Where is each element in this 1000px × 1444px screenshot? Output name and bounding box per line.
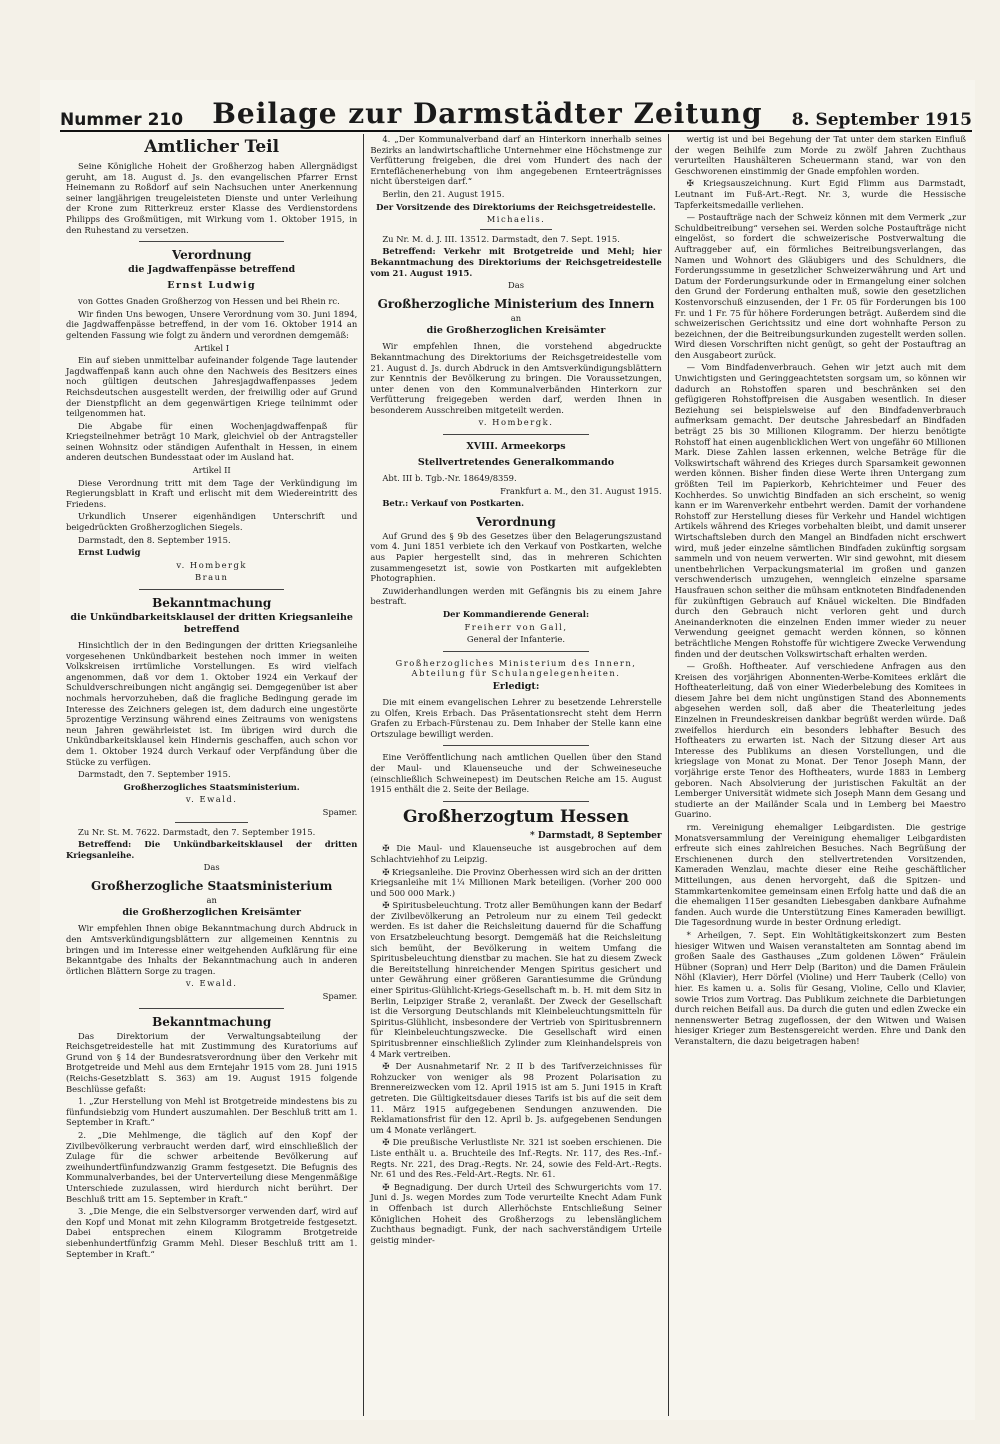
paragraph: Diese Verordnung tritt mit dem Tage der Verkündigung im Regierungsblatt in Kraft und erlischt mit dem Wiedereintritt des Friedens. [66, 477, 358, 509]
heading: Verordnung [171, 248, 252, 263]
signature: v. Hombergk [176, 559, 247, 570]
signature: v. Ewald. [185, 794, 238, 805]
paragraph: Hinsichtlich der in den Bedingungen der dritten Kriegsanleihe vorgesehenen Unkündbarkeit bestehen noch immer in weiten Volkskreisen irrtümliche Vorstellungen. Es wird vielfach angenommen, daß vor dem 1. Oktober 1924 ein Verkauf der Schuldverschreibungen nicht angängig sei. Demgegenüber ist aber nochmals hervorzuheben, daß die fragliche Bedingung gerade im Interesse des Zeichners gelegen ist, dem dadurch eine ungestörte 5prozentige Verzinsung während eines Zeitraums von wenigstens neun Jahren gewährleistet ist. Im übrigen wird durch die Unkündbarkeitsklausel kein Hindernis geschaffen, auch schon vor dem 1. Oktober 1924 durch Verkauf oder Verpfändung über die Stücke zu verfügen. [66, 640, 358, 767]
paragraph: Wir empfehlen Ihnen obige Bekanntmachung durch Abdruck in den Amtsverkündigungsblättern zur allgemeinen Kenntnis zu bringen und im Interesse einer weitgehenden Aufklärung für eine Bekanntgabe des Inhalts der Bekanntmachung auch in anderen örtlichen Blättern Sorge zu tragen. [66, 923, 358, 976]
paragraph: Frankfurt a. M., den 31. August 1915. [500, 485, 662, 496]
subheading: die Unkündbarkeitsklausel der dritten Kriegsanleihe betreffend [70, 612, 353, 635]
paragraph: von Gottes Gnaden Großherzog von Hessen und bei Rhein rc. [78, 296, 340, 307]
paragraph: Großherzogliches Ministerium des Innern, Abteilung für Schulangelegenheiten. [395, 657, 637, 679]
paragraph: Abt. III b. Tgb.-Nr. 18649/8359. [382, 473, 517, 484]
subheading: die Großherzoglichen Kreisämter [122, 907, 301, 919]
subheading: die Jagdwaffenpässe betreffend [128, 264, 296, 276]
paragraph: an [510, 312, 522, 323]
subheading: die Großherzoglichen Kreisämter [426, 325, 606, 337]
ruler-name: Ernst Ludwig [167, 280, 257, 292]
paragraph: Das [507, 280, 524, 291]
signature: v. Ewald. [185, 978, 238, 989]
paragraph: — Vom Bindfadenverbrauch. Gehen wir jetzt auch mit dem Unwichtigsten und Geringgeachtetsten sorgsam um, so können wir dadurch an Rohstoffen sparen und beschränken sei den gefügigeren Rohstoffpreisen die Ausgaben wesentlich. In dieser Beziehung sei beispielsweise auf den Bindfadenverbrauch aufmerksam gemacht. Der deutsche Jahresbedarf an Bindfaden beträgt 25 bis 30 Millionen Kilogramm. Der hierzu benötigte Rohstoff hat einen augenblicklichen Wert von ungefähr 60 Millionen Mark. Diese Zahlen lassen erkennen, welche Beträge für die Volkswirtschaft während des Krieges durch Sparsamkeit gewonnen werden können. Bisher finden diese Werte ihren Untergang zum größten Teil im Papierkorb, Kehrichteimer und Feuer des Kochherdes. So unwichtig Bindfaden an sich erscheint, so wenig kann er im Warenverkehr entbehrt werden. Damit der vorhandene Rohstoff zur Herstellung dieses für Verkehr und Handel wichtigen Artikels während des Krieges vorbehalten bleibt, und damit unserer Wirtschaftsleben durch den Mangel an Bindfaden nicht erschwert wird, muß jeder einzelne sämtlichen Bindfaden zukünftig sorgsam sammeln und von neuem verwerten. Wir sind gewohnt, mit diesem unentbehrlichen Verpackungsmaterial im großen und ganzen verschwenderisch umzugehen, wenngleich einzelne sparsame Hausfrauen schon seither die mühsam entknoteten Bindfadenenden für zukünftigen Gebrauch auf Knäuel wickelten. Die Bindfaden durch den Gebrauch nicht verloren geht und durch Aneinanderknoten die einzelnen Enden immer wieder zu neuer Verwendung geeignet gemacht werden können, so können beträchtliche Mengen Rohstoffe für wichtigere Zwecke Verwendung finden und der deutschen Volkswirtschaft erhalten werden. [674, 362, 966, 659]
paragraph: — Großh. Hoftheater. Auf verschiedene Anfragen aus den Kreisen des vorjährigen Abonnenten-Werbe-Komitees erklärt die Hoftheaterleitung, daß von einer Wiederbelebung des Komitees in diesem Jahre bei dem nicht ungünstigen Stand des Abonnements abgesehen werden soll, daß aber die Theaterleitung jedes Einzelnen in Freundeskreisen dankbar begrüßt werden würde. Daß zweifellos hierdurch ein besonders lebhafter Besuch des Hoftheaters zu erwarten ist. Nach der Sitzung dieser Art aus Interesse des Publikums an diesen Vorstellungen, und die kriegslage von Monat zu Monat. Der Tenor Joseph Mann, der vorjährige erste Tenor des Hoftheaters, wurde 1883 in Lemberg geboren. Nach Absolvierung der juristischen Fakultät an der Lemberger Universität widmete sich Joseph Mann dem Gesang und studierte an der Mailänder Scala und in Lemberg bei Maestro Guarino. [674, 661, 966, 820]
divider [139, 589, 285, 590]
paragraph: Wir finden Uns bewogen, Unsere Verordnung vom 30. Juni 1894, die Jagdwaffenpässe betreffend, in der vom 16. Oktober 1914 an geltenden Fassung wie folgt zu ändern und verordnen demgemäß: [66, 308, 358, 340]
heading: Bekanntmachung [152, 596, 272, 610]
heading: Großherzogliche Ministerium des Innern [377, 296, 655, 311]
paragraph: 2. „Die Mehlmenge, die täglich auf den Kopf der Zivilbevölkerung verbraucht werden darf, wird einschließlich der Zulage für die schwer arbeitende Bevölkerung auf zweihundertfünfundzwanzig Gramm festgesetzt. Die Befugnis des Kommunalverbandes, bei der Unterverteilung diese Mengenmäßige Unterschiede zuzulassen, wird hierdurch nicht berührt. Der Beschluß tritt am 15. September in Kraft.“ [66, 1129, 358, 1204]
column-1 [60, 134, 363, 1416]
signature: General der Infanterie. [466, 634, 566, 645]
heading: Bekanntmachung [152, 1014, 272, 1029]
heading: XVIII. Armeekorps [466, 441, 566, 453]
paragraph: an [206, 894, 217, 905]
paragraph: ✠ Die preußische Verlustliste Nr. 321 ist soeben erschienen. Die Liste enthält u. a. Bruchteile des Inf.-Regts. Nr. 117, des Res.-Inf.-Regts. Nr. 221, des Drag.-Regts. Nr. 24, sowie des Feld-Art.-Regts. Nr. 61 und des Res.-Feld-Art.-Regts. Nr. 61. [370, 1137, 662, 1180]
paragraph: 3. „Die Menge, die ein Selbstversorger verwenden darf, wird auf den Kopf und Monat mit zehn Kilogramm Brotgetreide festgesetzt. Dabei entsprechen einem Kilogramm Brotgetreide siebenhundertfünfzig Gramm Mehl. Dieser Beschluß tritt am 1. September in Kraft.“ [66, 1206, 358, 1259]
paragraph: ✠ Spiritusbeleuchtung. Trotz aller Bemühungen kann der Bedarf der Zivilbevölkerung an Petroleum nur zu einem Teil gedeckt werden. Es ist daher die Reichsleitung dauernd für die Schaffung von Ersatzbeleuchtung besorgt. Demgemäß hat die Reichsleitung sich bemüht, der Bevölkerung in weitem Umfang die Spiritusbeleuchtung dienstbar zu machen. Sie hat zu diesem Zweck die Bereitstellung hinreichender Mengen Spiritus gesichert und unter Gewährung einer größeren Garantiesumme die Gründung einer Spiritus-Glühlicht-Kriegs-Gesellschaft m. b. H. mit dem Sitz in Berlin, Leipziger Straße 2, veranlaßt. Der Zweck der Gesellschaft ist die Versorgung Deutschlands mit Kleinbeleuchtungsmitteln für Spiritus-Glühlicht, insbesondere der Vertrieb von Spiritusbrennern für Kleinbeleuchtungszwecke. Die Gesellschaft wird einen Spiritusbrenner einschließlich Zylinder zum Kleinhandelspreis von 4 Mark vertreiben. [370, 900, 662, 1059]
signature: Ernst Ludwig [78, 547, 141, 558]
heading: Großherzogliche Staatsministerium [90, 878, 333, 893]
signature: Braun [194, 572, 229, 583]
paragraph: Zu Nr. M. d. J. III. 13512. Darmstadt, den 7. Sept. 1915. [382, 233, 620, 244]
section-heading: Großherzogtum Hessen [402, 806, 630, 827]
column-3 [668, 134, 972, 1416]
paragraph: wertig ist und bei Begehung der Tat unter dem starken Einfluß der wegen Beihilfe zum Morde zu zwölf Jahren Zuchthaus verurteilten Haushälteren Scheuermann stand, war von den Geschworenen einstimmig der Gnade empfohlen worden. [674, 134, 966, 176]
signature: Spamer. [322, 991, 358, 1002]
paragraph: ✠ Begnadigung. Der durch Urteil des Schwurgerichts vom 17. Juni d. Js. wegen Mordes zum Tode verurteilte Knecht Adam Funk in Offenbach ist durch Allerhöchste Entschließung Seiner Königlichen Hoheit des Großherzogs zu lebenslänglichem Zuchthaus begnadigt. Funk, der nach sachverständigem Urteile geistig minder- [370, 1181, 662, 1245]
paragraph: Wir empfehlen Ihnen, die vorstehend abgedruckte Bekanntmachung des Direktoriums der Reichsgetreidestelle vom 21. August d. Js. durch Abdruck in den Amtsverkündigungsblättern zur Kenntnis der Bevölkerung zu bringen. Die Voraussetzungen, unter denen von den Kommunalverbänden Hinterkorn zur Verfütterung freigegeben werden darf, werden Ihnen in besonderem Ausschreiben mitgeteilt werden. [370, 341, 662, 415]
paragraph: Eine Veröffentlichung nach amtlichen Quellen über den Stand der Maul- und Klauenseuche und der Schweineseuche (einschließlich Schweinepest) im Deutschen Reiche am 15. August 1915 enthält die 2. Seite der Beilage. [370, 752, 662, 795]
signature: Spamer. [322, 806, 358, 817]
paragraph: ✠ Die Maul- und Klauenseuche ist ausgebrochen auf dem Schlachtviehhof zu Leipzig. [370, 843, 662, 864]
heading: Verordnung [476, 514, 556, 529]
divider [443, 745, 589, 746]
paragraph: Seine Königliche Hoheit der Großherzog haben Allergnädigst geruht, am 18. August d. Js. den evangelischen Pfarrer Ernst Heinemann zu Roßdorf auf sein Nachsuchen unter Anerkennung seiner langjährigen treugeleisteten Dienste und unter Verleihung der Krone zum Ritterkreuz erster Klasse des Verdienstordens Philipps des Großmütigen, mit Wirkung vom 1. Oktober 1915, in den Ruhestand zu versetzen. [66, 161, 358, 235]
paragraph: Urkundlich Unserer eigenhändigen Unterschrift und beigedrückten Großherzoglichen Siegels. [66, 511, 358, 533]
paragraph: ✠ Der Ausnahmetarif Nr. 2 II b des Tarifverzeichnisses für Rohzucker von weniger als 98 Prozent Polarisation zu Brennereizwecken vom 12. April 1915 ist am 5. Juni 1915 in Kraft getreten. Die Gültigkeitsdauer dieses Tarifs ist bis auf die seit dem 11. März 1915 aufgegebenen Sendungen anzuwenden. Die Reklamationsfrist für den 12. April b. Js. aufgegebenen Sendungen um 4 Monate verlängert. [370, 1061, 662, 1135]
divider [139, 1008, 285, 1009]
paragraph: 4. „Der Kommunalverband darf an Hinterkorn innerhalb seines Bezirks an landwirtschaftliche Unternehmer eine Höchstmenge zur Verfütterung freigeben, die drei vom Hundert des nach der Ernteflächenerhebung von ihm angegebenen Ernteerträgnisses nicht übersteigen darf.“ [370, 134, 662, 187]
signature: Freiherr von Gall, [464, 621, 568, 632]
paragraph: ✠ Kriegsanleihe. Die Provinz Oberhessen wird sich an der dritten Kriegsanleihe mit 1¼ Millionen Mark beteiligen. (Vorher 200 000 und 500 000 Mark.) [370, 866, 662, 898]
paragraph: Das Direktorium der Verwaltungsabteilung der Reichsgetreidestelle hat mit Zustimmung des Kuratoriums auf Grund von § 14 der Bundesratsverordnung über den Verkehr mit Brotgetreide und Mehl aus dem Erntejahr 1915 vom 28. Juni 1915 (Reichs-Gesetzblatt S. 363) am 19. August 1915 folgende Beschlüsse gefaßt: [66, 1030, 358, 1094]
paragraph: 1. „Zur Herstellung von Mehl ist Brotgetreide mindestens bis zu fünfundsiebzig vom Hundert auszumahlen. Der Beschluß tritt am 1. September in Kraft.“ [66, 1096, 358, 1128]
paragraph: Zuwiderhandlungen werden mit Gefängnis bis zu einem Jahre bestraft. [370, 585, 662, 607]
divider [139, 241, 285, 242]
paragraph: Großherzogliches Staatsministerium. [123, 781, 300, 792]
paragraph: Berlin, den 21. August 1915. [382, 188, 505, 199]
columns [60, 134, 972, 1416]
paragraph: ✠ Kriegsauszeichnung. Kurt Egid Flimm aus Darmstadt, Leutnant im Fuß-Art.-Regt. Nr. 3, wurde die Hessische Tapferkeitsmedaille verliehen. [674, 178, 966, 210]
signature: v. Hombergk. [478, 417, 554, 428]
paragraph: Darmstadt, den 7. September 1915. [78, 769, 231, 780]
masthead [60, 90, 972, 132]
paragraph: Der Kommandierende General: [442, 609, 590, 619]
paragraph: Ein auf sieben unmittelbar aufeinander folgende Tage lautender Jagdwaffenpaß kann auch ohne den Nachweis des Besitzers eines noch gültigen deutschen Jahresjagdwaffenpasses jedem Reichsdeutschen ausgestellt werden, der freiwillig oder auf Grund der Dienstpflicht an dem gegenwärtigen Kriege teilnimmt oder teilgenommen hat. [66, 355, 358, 419]
divider [175, 822, 248, 823]
paragraph: Zu Nr. St. M. 7622. Darmstadt, den 7. September 1915. [78, 826, 316, 837]
signature: Michaelis. [486, 214, 546, 225]
divider [480, 229, 553, 230]
article-label: Artikel II [192, 465, 231, 476]
column-2 [363, 134, 667, 1416]
subheading: Stellvertretendes Generalkommando [417, 457, 615, 469]
paragraph: Betr.: Verkauf von Postkarten. [382, 498, 525, 509]
paragraph: rm. Vereinigung ehemaliger Leibgardisten. Die gestrige Monatsversammlung der Vereinigung ehemaliger Leibgardisten erfreute sich eines zahlreichen Besuches. Nach Begrüßung der Erschienenen durch den stellvertretenden Vorsitzenden, Kameraden Wenzlau, machte dieser eine Reihe geschäftlicher Mitteilungen, aus denen hervorgeht, daß die Spitzen- und Stammkartenkomitee gemeinsam einen Erfolg hatte und daß die an die ehemaligen 115er gesandten Liebesgaben dankbare Aufnahme fanden. Auch wurde die Unterstützung Eines Kameraden bewilligt. Die Tagesordnung wurde in bester Ordnung erledigt. [674, 822, 966, 928]
paragraph: * Arheilgen, 7. Sept. Ein Wohltätigkeitskonzert zum Besten hiesiger Witwen und Waisen veranstalteten am Sonntag abend im großen Saale des Gasthauses „Zum goldenen Löwen“ Fräulein Hübner (Sopran) und Herr Delp (Bariton) und die Damen Fräulein Nöhl (Klavier), Herr Dörfel (Violine) und Herr Tauberk (Cello) von hier. Es kamen u. a. Solis für Gesang, Violine, Cello und Klavier, sowie Trios zum Vortrag. Das Publikum zeichnete die Darbietungen durch reichen Beifall aus. Da durch die guten und edlen Zwecke ein nennenswerter Betrag zugeflossen, der den Witwen und Waisen hiesiger Krieger zum Bestensgereicht werden. Ehre und Dank den Veranstaltern, die dazu beigetragen haben! [674, 929, 966, 1046]
issue-date: 8. September 1915 [791, 110, 972, 130]
divider [443, 801, 589, 802]
paragraph: Das [203, 862, 220, 873]
issue-number: Nummer 210 [60, 110, 184, 130]
divider [443, 651, 589, 652]
heading: Erledigt: [492, 680, 540, 692]
article-label: Artikel I [194, 342, 230, 353]
paragraph: Die mit einem evangelischen Lehrer zu besetzende Lehrerstelle zu Olfen, Kreis Erbach. Das Präsentationsrecht steht dem Herrn Grafen zu Erbach-Fürstenau zu. Dem Inhaber der Stelle kann eine Ortszulage bewilligt werden. [370, 696, 662, 739]
newspaper-title: Beilage zur Darmstädter Zeitung [212, 97, 763, 130]
paragraph: Darmstadt, den 8. September 1915. [78, 534, 231, 545]
paragraph: Die Abgabe für einen Wochenjagdwaffenpaß für Kriegsteilnehmer beträgt 10 Mark, gleichviel ob der Antragsteller seinen Wohnsitz oder ständigen Aufenthalt in Hessen, in einem anderen deutschen Bundesstaat oder im Ausland hat. [66, 420, 358, 463]
section-heading: Amtlicher Teil [144, 137, 280, 157]
divider [443, 434, 589, 435]
dateline: * Darmstadt, 8 September [530, 830, 662, 841]
paragraph: Auf Grund des § 9b des Gesetzes über den Belagerungszustand vom 4. Juni 1851 verbiete ich den Verkauf von Postkarten, welche aus Papier hergestellt sind, das in mehreren Schichten zusammengesetzt ist, sowie von Postkarten mit aufgeklebten Photographien. [370, 530, 662, 584]
paragraph: — Postaufträge nach der Schweiz können mit dem Vermerk „zur Schuldbeitreibung“ versehen sei. Werden solche Postaufträge nicht eingelöst, so fordert die schweizerische Postverwaltung die Auftraggeber auf, ein förmliches Beitreibungsverlangen, das Namen und Wohnort des Gläubigers und des Schuldners, die Forderungssumme in gesetzlicher Schweizerwährung und Art und Datum der Forderungsurkunde oder in Ermangelung einer solchen den Grund der Forderung enthalten muß, sowie den gesetzlichen Kostenvorschuß einzusenden, der 1 Fr. 05 für Forderungen bis 100 Fr. und 1 Fr. 75 für höhere Forderungen beträgt. Außerdem sind die schweizerischen Gerichtssitz und eine dort wohnhafte Person zu bezeichnen, der die Beitreibungsurkunden zugestellt werden sollen. Wird diesen Vorschriften nicht genügt, so geht der Postauftrag an den Ausgabeort zurück. [674, 212, 966, 360]
paragraph: Betreffend: Die Unkündbarkeitsklausel der dritten Kriegsanleihe. [66, 839, 358, 860]
paragraph: Der Vorsitzende des Direktoriums der Reichsgetreidestelle. [376, 201, 656, 212]
paragraph: Betreffend: Verkehr mit Brotgetreide und Mehl; hier Bekanntmachung des Direktoriums der Reichsgetreidestelle vom 21. August 1915. [370, 246, 662, 278]
